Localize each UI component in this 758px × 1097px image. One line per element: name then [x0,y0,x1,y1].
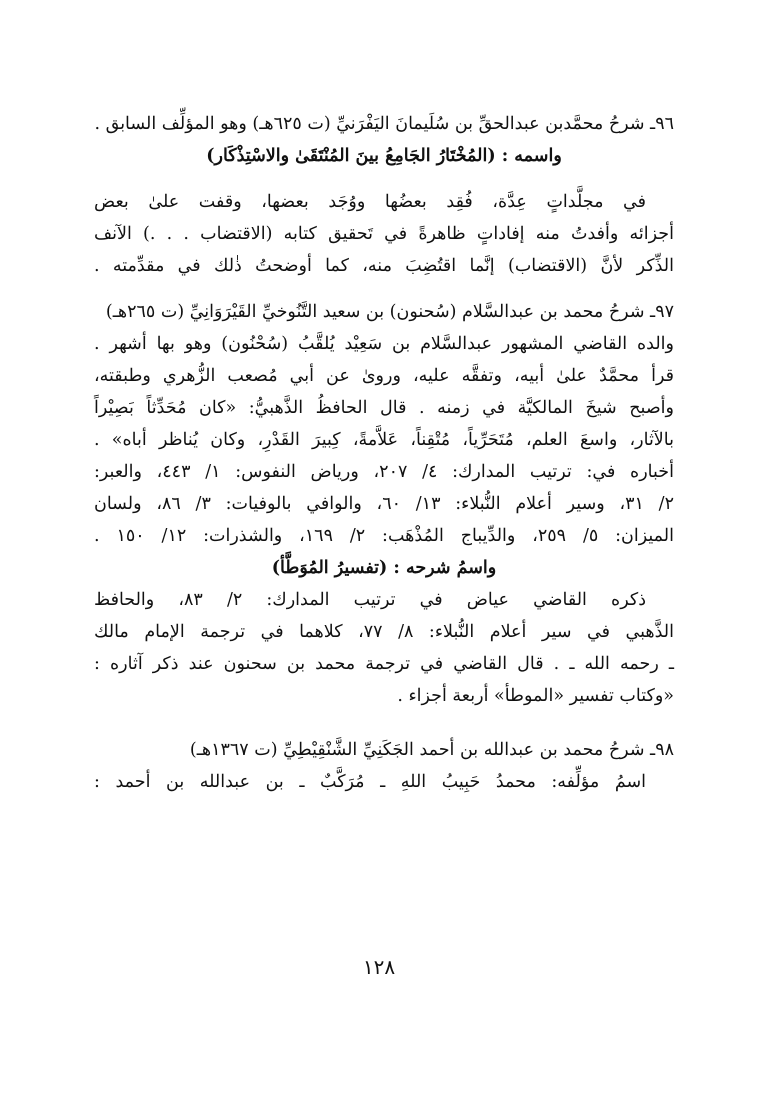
entry-96-paragraph-line: في مجلَّداتٍ عِدَّة، فُقِد بعضُها ووُجَد بعضها، وقفت علىٰ بعض [94,192,646,212]
entry-97-body-line: والده القاضي المشهور عبدالسَّلام بن سَعِيْد يُلقَّبُ (سُحْنُون) وهو بها أشهر . [94,334,674,354]
entry-96-paragraph-line: الذِّكر لأنَّ (الاقتضاب) إنَّما اقتُضِبَ منه، كما أوضحتُ ذٰلك في مقدِّمته . [94,256,674,276]
entry-97-body-line: وأصبح شيخَ المالكيَّة في زمنه . قال الحافظُ الذَّهبيُّ: «كان مُحَدِّثاً بَصِيْراً [94,398,674,418]
entry-97-heading: ٩٧ـ شرحُ محمد بن عبدالسَّلام (سُحنون) بن سعيد التَّنُوخيِّ القَيْرَوَانِيِّ (ت ٢٦٥هـ) [105,302,674,322]
spacer [94,282,674,296]
spacer [94,712,674,734]
entry-98-heading: ٩٨ـ شرحُ محمد بن عبدالله بن أحمد الجَكَنِيِّ الشَّنْقِيْطِيِّ (ت ١٣٦٧هـ) [189,740,674,760]
entry-97-body-line: ٢/ ٣١، وسير أعلام النُّبلاء: ١٣/ ٦٠، والوافي بالوفيات: ٣/ ٨٦، ولسان [94,494,674,514]
book-page [94,108,674,798]
entry-97-body-line: أخباره في: ترتيب المدارك: ٤/ ٢٠٧، ورياض النفوس: ١/ ٤٤٣، والعبر: [94,462,674,482]
page-number: ١٢٨ [362,955,396,979]
entry-97-paragraph-line: «وكتاب تفسير «الموطأ» أربعة أجزاء . [397,686,674,706]
entry-97-book-title: واسمُ شرحه : (تفسيرُ المُوَطَّأ) [271,558,497,578]
entry-97-body-line: قرأ محمَّدٌ علىٰ أبيه، وتفقَّه عليه، وروىٰ عن أبي مُصعب الزُّهري وطبقته، [94,366,674,386]
entry-97-body-line: الميزان: ٥/ ٢٥٩، والدِّيباج المُذْهَب: ٢/ ١٦٩، والشذرات: ١٢/ ١٥٠ . [94,526,674,546]
entry-98-body-line: اسمُ مؤلِّفه: محمدُ حَبِيبُ اللهِ ـ مُرَكَّبٌ ـ بن عبدالله بن أحمد : [94,772,646,792]
entry-96-heading: ٩٦ـ شرحُ محمَّدبن عبدالحقِّ بن سُلَيمانَ اليَفْرَنيِّ (ت ٦٢٥هـ) وهو المؤلِّف السابق . [94,114,674,134]
entry-96-book-title: واسمه : (المُخْتَارُ الجَامِعُ بينَ المُنْتَقَىٰ والاسْتِذْكَار) [206,146,562,166]
spacer [94,172,674,186]
entry-97-paragraph-line: ـ رحمه الله ـ . قال القاضي في ترجمة محمد بن سحنون عند ذكر آثاره : [94,654,674,674]
entry-97-paragraph-line: ذكره القاضي عياض في ترتيب المدارك: ٢/ ٨٣، والحافظ [94,590,646,610]
entry-96-paragraph-line: أجزائه وأفدتُ منه إفاداتٍ ظاهرةً في تَحقيق كتابه (الاقتضاب . . .) الآنف [94,224,674,244]
entry-97-body-line: بالآثار، واسعَ العلم، مُتَحَرِّياً، مُتْقِناً، عَلاَّمةً، كِبيرَ القَدْرِ، وكان يُناظر أباه» . [94,430,674,450]
entry-97-paragraph-line: الذَّهبي في سير أعلام النُّبلاء: ٨/ ٧٧، كلاهما في ترجمة الإمام مالك [94,622,674,642]
